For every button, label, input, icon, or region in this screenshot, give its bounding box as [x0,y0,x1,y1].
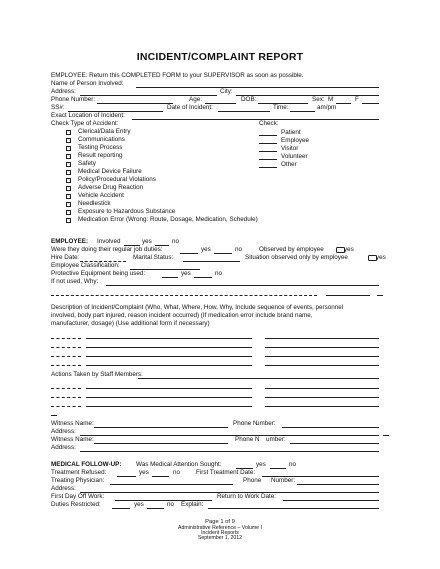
situation-yes-label: yes [376,254,386,261]
protective-yes-label: yes [181,270,191,277]
checkbox[interactable] [66,130,71,135]
checkbox[interactable] [66,138,71,143]
list-item: Safety [78,160,96,167]
checkbox[interactable] [66,218,71,223]
sought-label: Was Medical Attention Sought: [136,461,222,468]
involved-label: Involved [97,238,121,245]
check-field-other[interactable] [259,167,277,168]
description-line[interactable] [51,338,81,339]
witness-name-label: Witness Name: [51,436,94,443]
witness-address-label: Address: [51,444,76,451]
exact-location-label: Exact Location of Incident: [51,112,125,119]
actions-line[interactable] [265,397,379,398]
check-type-label: Check Type of Accident: [51,120,119,127]
list-item: Visitor [281,145,299,152]
classification-label: Employee Classification: [51,262,120,269]
if-not-line[interactable] [51,295,317,296]
footer-reference: Administrative Reference – Volume I [178,525,262,531]
date-incident-field[interactable] [218,111,270,112]
actions-field[interactable] [138,378,379,379]
checkbox[interactable] [66,170,71,175]
checkbox[interactable] [66,178,71,183]
description-line[interactable] [86,365,252,366]
witness-name-field[interactable] [94,443,228,444]
list-item: Patient [281,129,301,136]
footer-page-number: Page 1 of 9 [205,519,235,525]
duties-no-label: no [235,246,243,253]
if-not-field[interactable] [106,285,379,286]
refused-label: Treatment Refused: [51,469,107,476]
description-line[interactable] [86,347,252,348]
restricted-yes-field[interactable] [112,508,130,509]
refused-no-label: no [173,469,181,476]
refused-yes-field[interactable] [117,476,136,477]
check-field-employee[interactable] [259,143,277,144]
hire-date-label: Hire Date: [51,254,80,261]
witness-address-field[interactable] [80,451,379,452]
ssn-label: SS#: [51,104,65,111]
list-item: Testing Process [78,144,123,151]
list-item: Exposure to Hazardous Substance [78,208,176,215]
description-label: Description of Incident/Complaint (Who, What, Where, How, Why, Include sequence of events, personnel [51,304,344,311]
description-line[interactable] [51,347,81,348]
check-label: Check: [259,120,279,127]
sex-label: Sex: [312,96,325,103]
physician-phone-label: Phone [243,477,262,484]
list-item: Communications [78,136,125,143]
description-line[interactable] [265,338,379,339]
restricted-no-field[interactable] [147,508,164,509]
explain-field[interactable] [208,508,379,509]
time-field[interactable] [290,111,315,112]
return-field[interactable] [283,500,379,501]
dob-label: DOB: [241,96,257,103]
list-item: Employee [281,137,310,144]
time-label: Time: [273,104,289,111]
physician-label: Treating Physician: [51,477,105,484]
marital-field[interactable] [183,261,240,262]
form-title: INCIDENT/COMPLAINT REPORT [136,51,304,63]
actions-line[interactable] [51,397,81,398]
employee-heading: EMPLOYEE: [51,238,89,245]
medical-heading: MEDICAL FOLLOW-UP: [51,461,122,468]
witness-phone-label: Phone N [233,420,258,427]
city-label: City: [220,88,233,95]
intro-instructions: EMPLOYEE: Return this COMPLETED FORM to your SUPERVISOR as soon as possible. [51,72,304,79]
list-item: Policy/Procedural Violations [78,176,156,183]
regular-duties-label: Were they doing their regular job duties: [51,246,163,253]
sex-f-field[interactable] [362,103,379,104]
address-label: Address: [51,88,76,95]
check-field-visitor[interactable] [259,151,277,152]
protective-label: Protective Equipment being used: [51,270,146,277]
duties-yes-field[interactable] [180,253,198,254]
sought-no-field[interactable] [270,468,286,469]
actions-line[interactable] [265,406,379,407]
protective-yes-field[interactable] [162,277,178,278]
if-not-label: If not used, Why: [51,278,99,285]
age-label: Age: [189,96,202,103]
name-involved-label: Name of Person Involved: [51,80,124,87]
refused-no-field[interactable] [152,476,169,477]
explain-label: Explain: [181,501,204,508]
witness-phone-field[interactable] [282,427,379,428]
list-item: Result reporting [78,152,123,159]
involved-no-label: no [172,238,180,245]
restricted-no-label: no [167,501,175,508]
protective-no-field[interactable] [194,277,212,278]
witness-phone-label: umber: [266,436,286,443]
witness-phone-label: Phone N [235,436,260,443]
witness-name-label: Witness Name: [51,420,94,427]
description-line[interactable] [86,356,252,357]
description-label: involved, body part injured, reason incident occurred) (If medication error include brand name, [51,312,313,319]
list-item: Adverse Drug Reaction [78,184,144,191]
ampm-label: am/pm [317,104,337,111]
first-treatment-label: First Treatment Date: [196,469,256,476]
medical-address-label: Address: [51,485,76,492]
sought-yes-label: yes [256,461,266,468]
actions-line[interactable] [51,388,81,389]
physician-phone-field[interactable] [297,484,379,485]
description-line[interactable] [265,356,379,357]
duties-yes-label: yes [201,246,211,253]
return-label: Return to Work Date: [217,493,277,500]
restricted-label: Duties Restricted: [51,501,101,508]
sought-no-label: no [289,461,297,468]
footer-date: September 1, 2012 [197,535,243,541]
protective-no-label: no [215,270,223,277]
if-not-line[interactable] [377,295,383,296]
phone-field[interactable] [97,103,173,104]
list-item: Volunteer [281,153,308,160]
description-line[interactable] [86,338,252,339]
description-line[interactable] [51,365,81,366]
list-item: Medication Error (Wrong: Route, Dosage, Medication, Schedule) [78,216,258,223]
first-day-off-label: First Day Off Work: [51,493,105,500]
sex-f-label: F [355,96,359,103]
witness-phone-label: umber: [256,420,276,427]
date-incident-label: Date of Incident: [167,104,213,111]
list-item: Needlestick [78,200,111,207]
sex-m-label: M [328,96,334,103]
footer-section: Incident Reports [201,530,239,536]
marital-label: Marital Status: [133,254,174,261]
list-item: Clerical/Data Entry [78,128,131,135]
witness-phone-field[interactable] [290,443,379,444]
duties-no-field[interactable] [214,253,232,254]
involved-yes-label: yes [142,238,152,245]
actions-line[interactable] [86,406,252,407]
physician-number-label: Number: [271,477,296,484]
checkbox[interactable] [66,162,71,167]
actions-line[interactable] [86,397,252,398]
observed-label: Observed by employee [259,246,324,253]
actions-line[interactable] [51,415,57,416]
sex-m-field[interactable] [336,103,351,104]
witness-address-field[interactable] [80,435,379,436]
checkbox[interactable] [66,186,71,191]
check-field-volunteer[interactable] [259,159,277,160]
exact-location-field[interactable] [132,119,379,120]
description-line[interactable] [265,365,379,366]
list-item: Other [281,161,297,168]
refused-yes-label: yes [139,469,149,476]
observed-yes-label: yes [344,246,354,253]
physician-field[interactable] [110,484,233,485]
checkbox[interactable] [66,154,71,159]
witness-address-label: Address: [51,428,76,435]
checkbox[interactable] [66,202,71,207]
check-field-patient[interactable] [259,135,277,136]
description-label: manufacturer, dosage) (Use additional form if necessary) [51,320,210,327]
situation-label: Situation observed only by employee [245,254,348,261]
witness-address-field[interactable] [383,435,389,436]
description-line[interactable] [51,356,81,357]
checkbox[interactable] [66,210,71,215]
list-item: Vehicle Accident [78,192,124,199]
actions-line[interactable] [86,388,252,389]
restricted-yes-label: yes [134,501,144,508]
description-line[interactable] [265,347,379,348]
checkbox[interactable] [66,194,71,199]
actions-label: Actions Taken by Staff Members: [51,371,143,378]
actions-line[interactable] [265,388,379,389]
actions-line[interactable] [51,406,81,407]
witness-name-field[interactable] [94,427,228,428]
phone-label: Phone Number: [51,96,96,103]
if-not-line[interactable] [326,295,370,296]
name-involved-field[interactable] [136,87,379,88]
checkbox[interactable] [66,146,71,151]
list-item: Medical Device Failure [78,168,142,175]
